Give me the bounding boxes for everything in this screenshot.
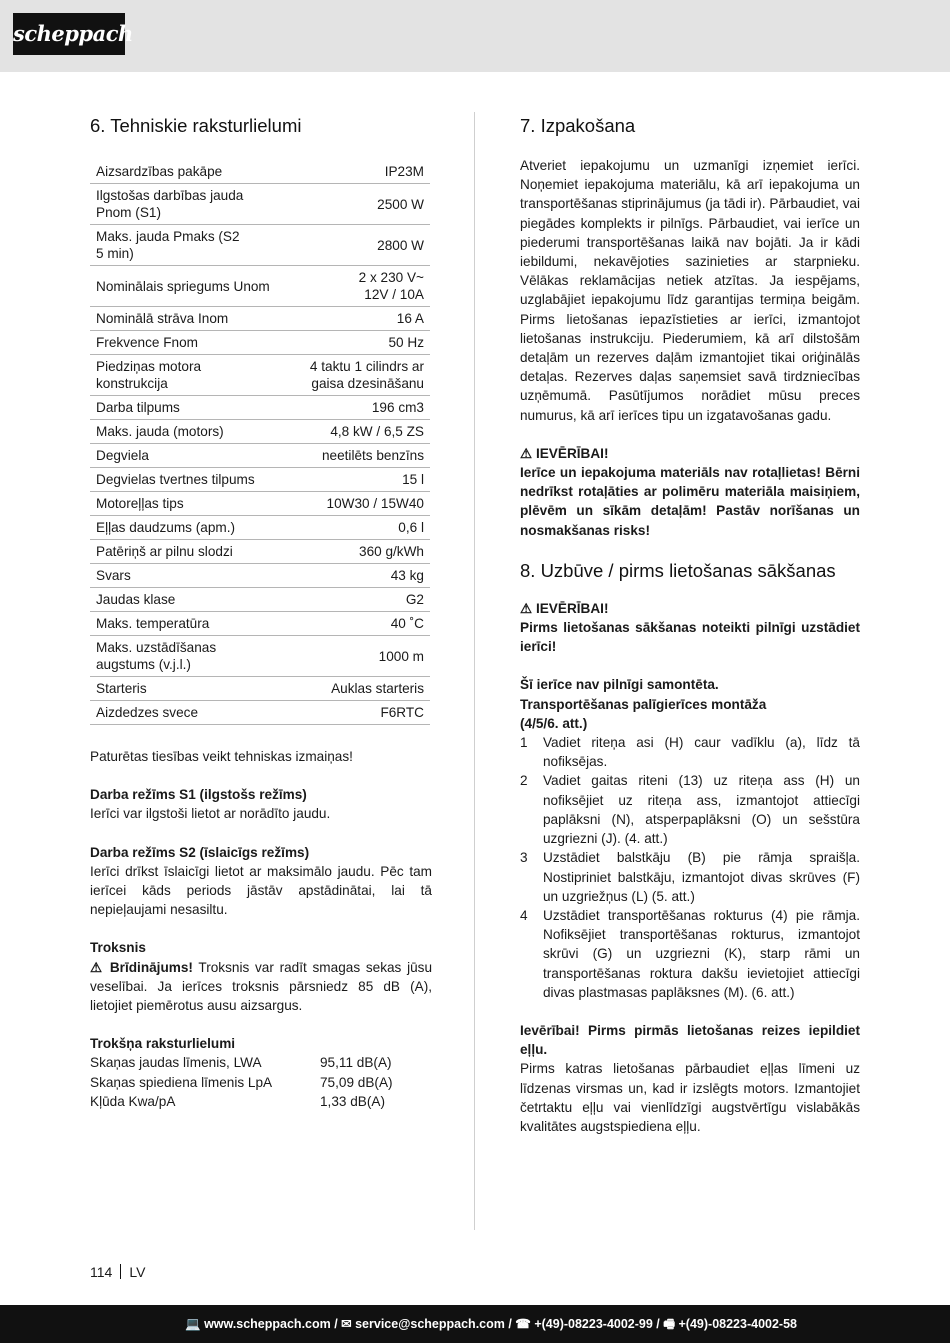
spec-label: Piedziņas motora konstrukcija: [90, 355, 293, 396]
spec-label: Maks. uzstādīšanas augstums (v.j.l.): [90, 636, 293, 677]
step-number: 4: [520, 907, 528, 923]
noise-spec-row: [90, 1073, 432, 1092]
spec-label: Jaudas klase: [90, 588, 293, 612]
spec-row: [90, 160, 430, 184]
page-separator: [120, 1264, 121, 1279]
spec-value: 0,6 l: [293, 516, 430, 540]
s1-title: Darba režīms S1 (ilgstošs režīms): [90, 787, 307, 803]
spec-value: 15 l: [293, 468, 430, 492]
assembly-note: Šī ierīce nav pilnīgi samontēta.: [520, 677, 719, 693]
spec-value: 2 x 230 V~ 12V / 10A: [293, 266, 430, 307]
spec-row: [90, 540, 430, 564]
spec-row: [90, 266, 430, 307]
section-title-unpacking: 7. Izpakošana: [520, 115, 636, 136]
spec-row: [90, 444, 430, 468]
spec-label: Starteris: [90, 677, 293, 701]
spec-label: Degvielas tvertnes tilpums: [90, 468, 293, 492]
noise-spec-row: [90, 1092, 432, 1111]
noise-spec-list: [90, 1053, 432, 1111]
assembly-step: [520, 733, 860, 771]
spec-row: [90, 492, 430, 516]
spec-row: [90, 420, 430, 444]
spec-value: neetilēts benzīns: [293, 444, 430, 468]
warning-text: Pirms lietošanas sākšanas noteikti pilnīgi uzstādiet ierīci!: [520, 620, 860, 655]
spec-row: [90, 225, 430, 266]
left-column: [90, 110, 432, 1111]
warning-label: ⚠ Brīdinājums!: [90, 959, 193, 975]
noise-title: Troksnis: [90, 940, 146, 956]
spec-label: Aizdedzes svece: [90, 701, 293, 725]
spec-value: 2500 W: [293, 184, 430, 225]
spec-row: [90, 701, 430, 725]
spec-label: Degviela: [90, 444, 293, 468]
assembly-subtitle: Transportēšanas palīgierīces montāža: [520, 696, 767, 712]
column-divider: [474, 112, 475, 1230]
step-text: Vadiet gaitas riteni (13) uz riteņa ass (H) un nofiksējiet uz riteņa ass, izmantojot attiecīgi paplāksni (N), atsperpaplāksni (O) un sešstūra uzgriezni (J). (4. att.): [543, 773, 860, 847]
noise-spec-title: Trokšņa raksturlielumi: [90, 1036, 236, 1052]
spec-label: Nominālā strāva Inom: [90, 307, 293, 331]
s1-text: Ierīci var ilgstoši lietot ar norādīto jaudu.: [90, 806, 331, 822]
section-title-assembly: 8. Uzbūve / pirms lietošanas sākšanas: [520, 559, 836, 581]
spec-row: [90, 331, 430, 355]
oil-text: Pirms katras lietošanas pārbaudiet eļļas līmeni uz līdzenas virsmas un, kad ir izslēgts motors. Izmantojiet četrtaktu eļļu vai vienlīdzīgi augstvērtīgu vislabākās kvalitātes augstspiediena eļļu.: [520, 1061, 860, 1134]
step-text: Uzstādiet balstkāju (B) pie rāmja spraišļa. Nostipriniet balstkāju, izmantojot divas skrūves (F) un uzgriežņus (L) (5. att.): [543, 850, 860, 904]
brand-logo: scheppach: [13, 13, 125, 55]
assembly-figures: (4/5/6. att.): [520, 715, 588, 731]
noise-spec-label: Skaņas jaudas līmenis, LWA: [90, 1055, 262, 1071]
spec-table: [90, 160, 430, 725]
spec-value: G2: [293, 588, 430, 612]
reserved-note: Paturētas tiesības veikt tehniskas izmaiņas!: [90, 749, 353, 764]
spec-label: Darba tilpums: [90, 396, 293, 420]
step-number: 1: [520, 735, 528, 751]
spec-label: Nominālais spriegums Unom: [90, 266, 293, 307]
spec-label: Svars: [90, 564, 293, 588]
spec-value: 4,8 kW / 6,5 ZS: [293, 420, 430, 444]
noise-spec-row: [90, 1053, 432, 1072]
spec-row: [90, 564, 430, 588]
spec-label: Frekvence Fnom: [90, 331, 293, 355]
noise-warning-text: Troksnis var radīt smagas sekas jūsu veselībai. Ja ierīces troksnis pārsniedz 85 dB (A), lietojiet piemērotus ausu aizsargus.: [90, 959, 433, 1014]
noise-spec-label: Kļūda Kwa/pA: [90, 1093, 176, 1109]
spec-label: Maks. temperatūra: [90, 612, 293, 636]
spec-value: 196 cm3: [293, 396, 430, 420]
step-number: 3: [520, 850, 528, 866]
spec-value: 4 taktu 1 cilindrs ar gaisa dzesināšanu: [293, 355, 430, 396]
noise-spec-value: 1,33 dB(A): [320, 1093, 385, 1109]
spec-row: [90, 184, 430, 225]
spec-value: F6RTC: [293, 701, 430, 725]
warning-text: Ierīce un iepakojuma materiāls nav rotaļlietas! Bērni nedrīkst rotaļāties ar polimēru materiāla maisiņiem, plēvēm un sīkām detaļām! Pastāv norīšanas un nosmakšanas risks!: [520, 465, 860, 538]
warning-label: ⚠ IEVĒRĪBAI!: [520, 600, 609, 616]
s2-text: Ierīci drīkst īslaicīgi lietot ar maksimālo jaudu. Pēc tam ierīcei kāds periods jāstāv apstādinātai, lai tā nepieļaujami nesasiltu.: [90, 863, 432, 918]
spec-value: 40 ˚C: [293, 612, 430, 636]
spec-label: Maks. jauda Pmaks (S2 5 min): [90, 225, 293, 266]
page-number-value: 114: [90, 1264, 113, 1280]
spec-value: 1000 m: [293, 636, 430, 677]
spec-row: [90, 516, 430, 540]
header-bar: [0, 0, 950, 72]
footer-contact: 💻 www.scheppach.com / ✉ service@scheppach.com / ☎ +(49)-08223-4002-99 / 🖷 +(49)-08223-4002-58: [185, 1317, 797, 1331]
spec-value: 43 kg: [293, 564, 430, 588]
spec-value: Auklas starteris: [293, 677, 430, 701]
spec-label: Ilgstošas darbības jauda Pnom (S1): [90, 184, 293, 225]
assembly-step: [520, 848, 860, 906]
spec-row: [90, 612, 430, 636]
footer-bar: [0, 1305, 950, 1343]
warning-label: ⚠ IEVĒRĪBAI!: [520, 445, 609, 461]
assembly-step: [520, 906, 860, 1002]
noise-spec-label: Skaņas spiediena līmenis LpA: [90, 1074, 273, 1090]
spec-label: Maks. jauda (motors): [90, 420, 293, 444]
noise-spec-value: 75,09 dB(A): [320, 1074, 393, 1090]
spec-row: [90, 677, 430, 701]
unpacking-text: Atveriet iepakojumu un uzmanīgi izņemiet ierīci. Noņemiet iepakojuma materiālu, kā arī iepakojuma un transportēšanas stiprinājumus (ja tādi ir). Pārbaudiet, vai piegādes komplekts ir pilnīgs. Pārbaudiet, vai ierīce un piederumi transportēšanas laikā nav bojāti. Ja ir kādi iebildumi, nekavējoties sazinieties ar starpnieku. Vēlākas reklamācijas netiek atzītas. Ja iespējams, uzglabājiet iepakojumu līdz garantijas termiņa beigām. Pirms lietošanas iepazīstieties ar ierīci, izmantojot lietošanas instrukciju. Piederumiem, kā arī dilstošām detaļām un rezerves daļām izmantojiet tikai oriģinālās detaļas. Rezerves daļas saņemsiet savā tirdzniecības uzņēmumā. Pasūtījumos norādiet mūsu preces numurus, kā arī ierīces tipu un izgatavošanas gadu.: [520, 158, 861, 423]
assembly-steps: [520, 733, 860, 1002]
page-language: LV: [129, 1264, 146, 1280]
spec-label: Aizsardzības pakāpe: [90, 160, 293, 184]
spec-value: 50 Hz: [293, 331, 430, 355]
right-column: [520, 110, 860, 1136]
spec-value: 16 A: [293, 307, 430, 331]
oil-warning-title: Ievērībai! Pirms pirmās lietošanas reizes iepildiet eļļu.: [520, 1022, 860, 1058]
spec-value: 10W30 / 15W40: [293, 492, 430, 516]
step-number: 2: [520, 773, 528, 789]
spec-row: [90, 588, 430, 612]
section-title-technical-data: 6. Tehniskie raksturlielumi: [90, 115, 302, 136]
spec-value: 2800 W: [293, 225, 430, 266]
spec-value: 360 g/kWh: [293, 540, 430, 564]
s2-title: Darba režīms S2 (īslaicīgs režīms): [90, 844, 310, 860]
step-text: Uzstādiet transportēšanas rokturus (4) pie rāmja. Nofiksējiet transportēšanas rokturus, izmantojot skrūvi (G) un uzgriezni (K), starp rāmi un transportēšanas roktura dakšu ievietojiet attiecīgi divas plastmasas paplāksnes (M). (6. att.): [543, 907, 860, 1000]
spec-row: [90, 468, 430, 492]
assembly-step: [520, 771, 860, 848]
spec-row: [90, 307, 430, 331]
spec-row: [90, 396, 430, 420]
spec-label: Patēriņš ar pilnu slodzi: [90, 540, 293, 564]
step-text: Vadiet riteņa asi (H) caur vadīklu (a), līdz tā nofiksējas.: [543, 735, 860, 770]
spec-value: IP23M: [293, 160, 430, 184]
page-number: [90, 1264, 145, 1280]
noise-spec-value: 95,11 dB(A): [320, 1055, 392, 1071]
noise-warning: [90, 958, 432, 1016]
spec-row: [90, 355, 430, 396]
spec-row: [90, 636, 430, 677]
spec-label: Motoreļļas tips: [90, 492, 293, 516]
spec-label: Eļļas daudzums (apm.): [90, 516, 293, 540]
